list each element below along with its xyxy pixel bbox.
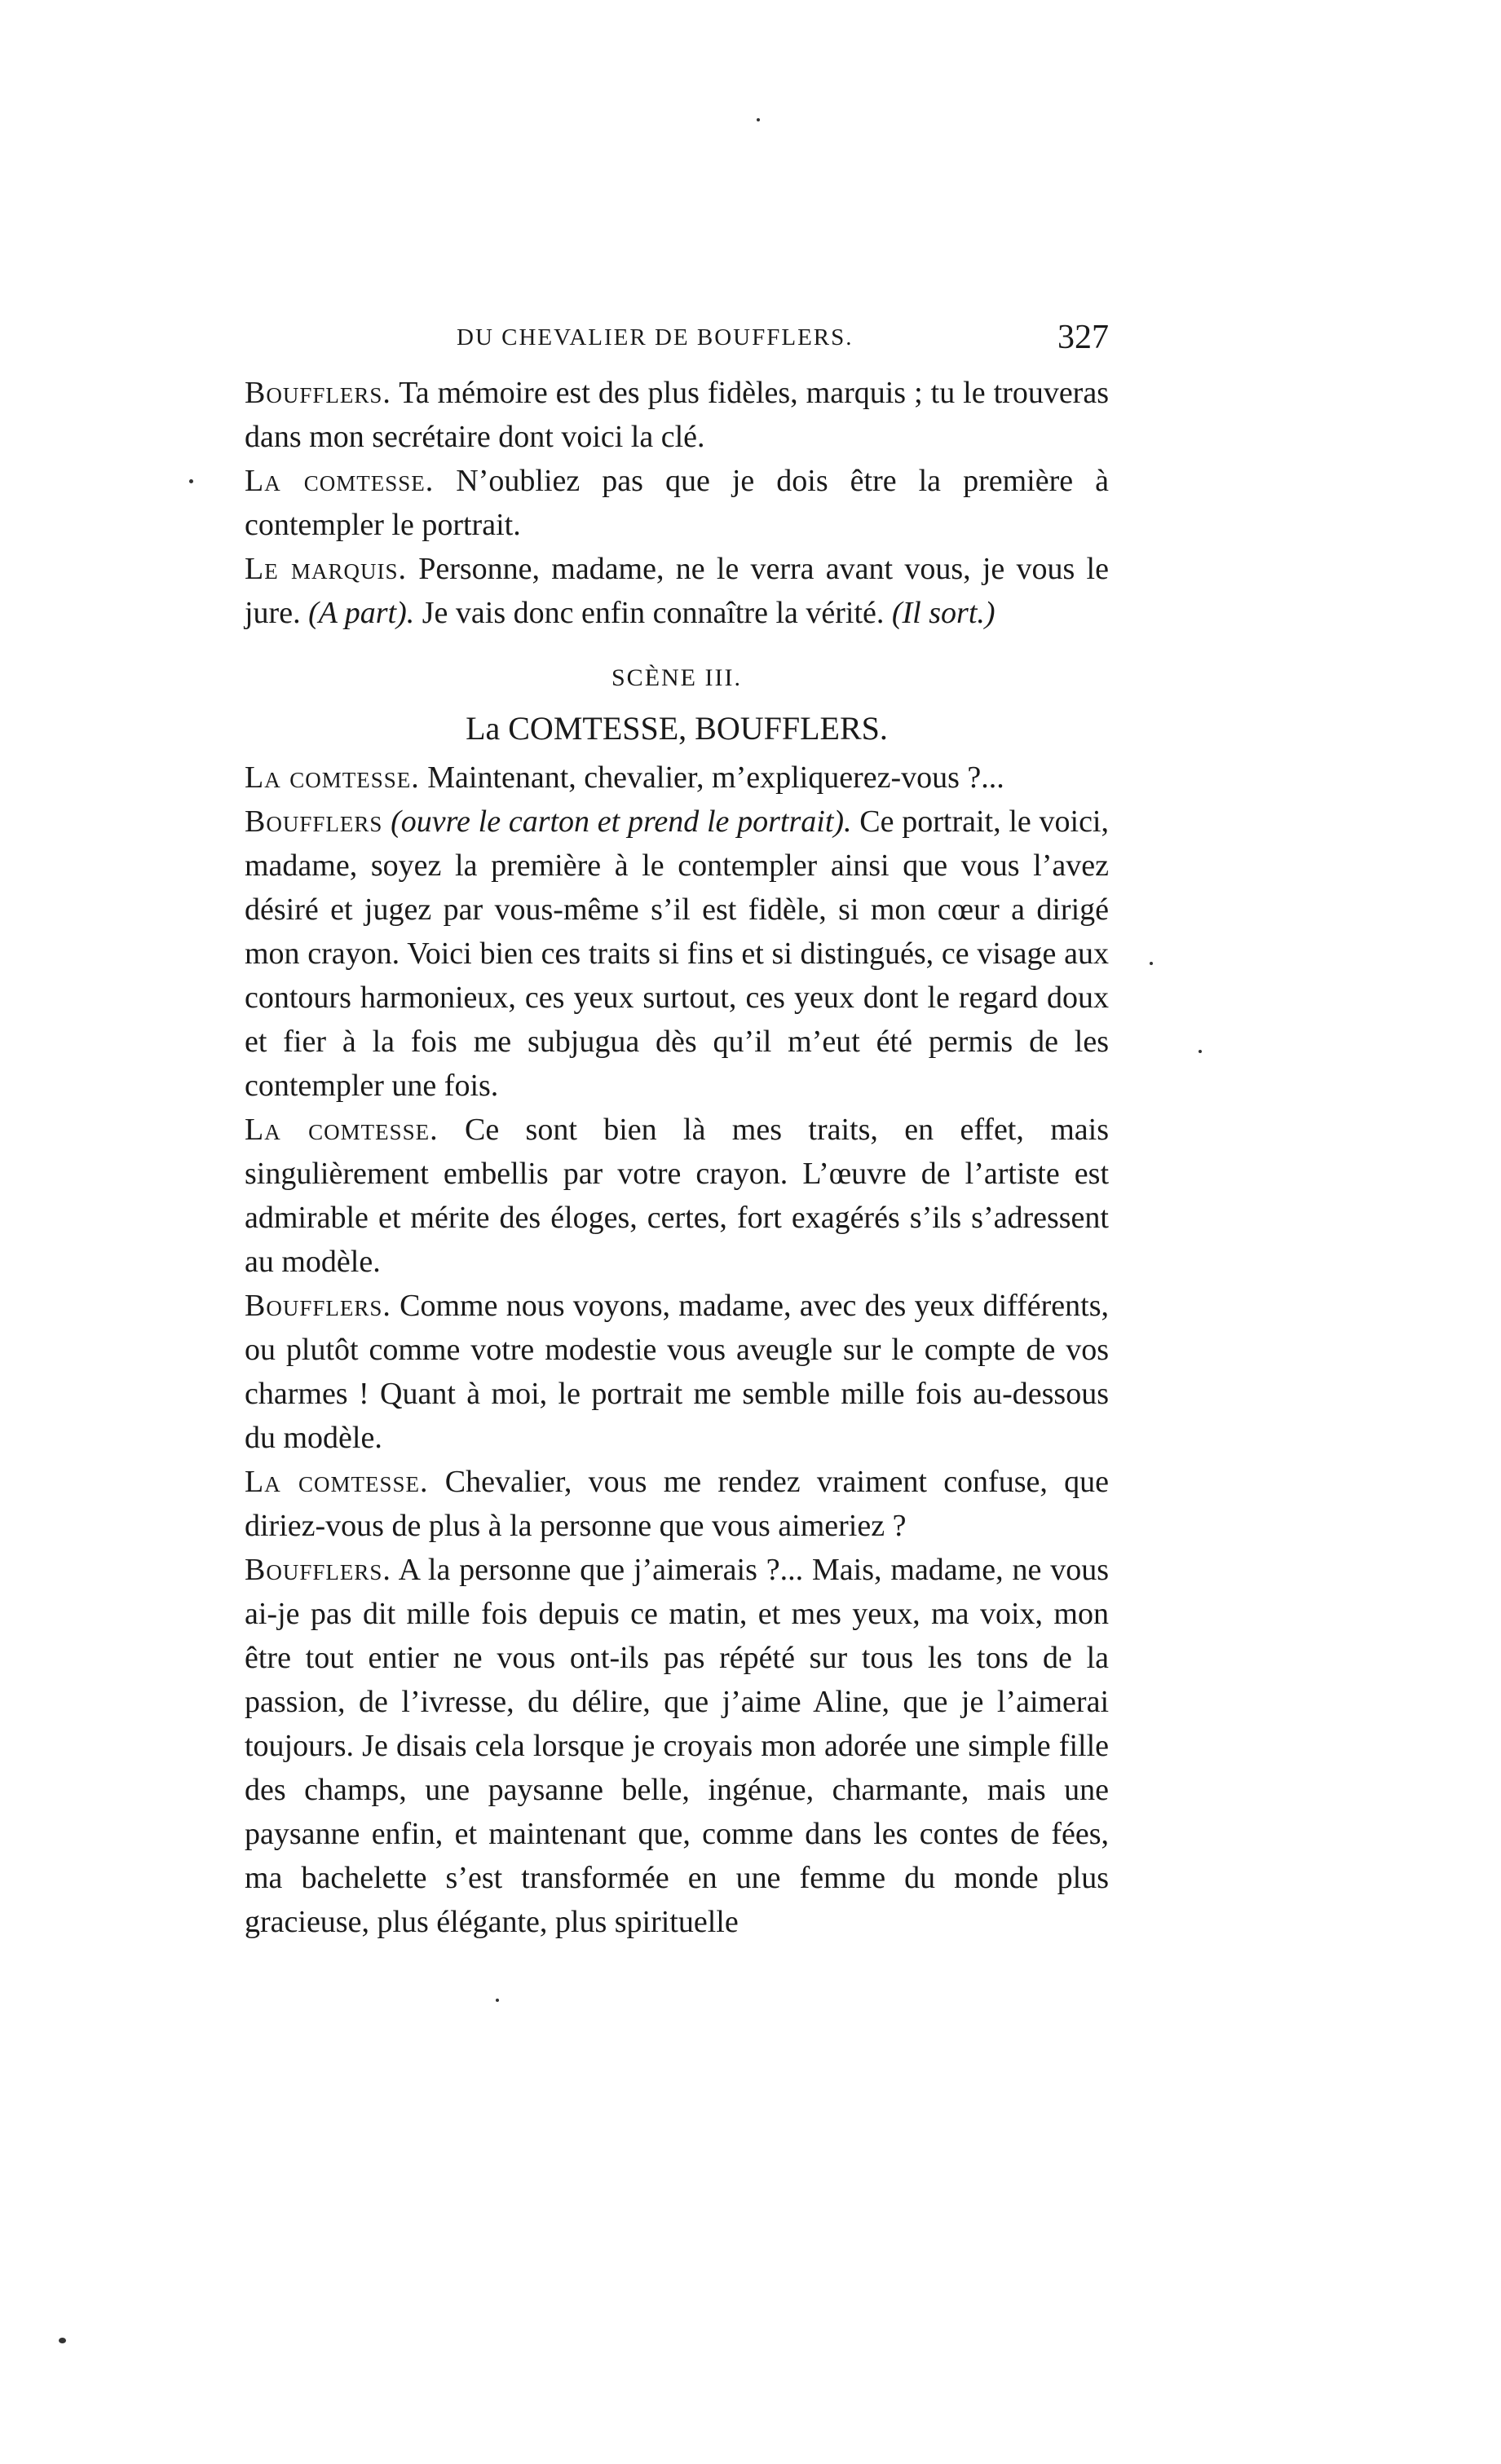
scan-speck [189, 479, 193, 483]
speech-text: Ta mémoire est des plus fidèles, marquis ; tu le trouveras dans mon secrétaire dont voici la clé. [245, 376, 1109, 454]
stage-direction: (ouvre le carton et prend le portrait). [382, 804, 852, 839]
paragraph [245, 1460, 1109, 1548]
speech-text: Maintenant, chevalier, m’expliquerez-vous ?... [419, 760, 1004, 795]
speaker-name: Boufflers [245, 804, 383, 839]
speech-text: Ce portrait, le voici, madame, soyez la première à le contempler ainsi que vous l’avez désiré et jugez par vous-même s’il est fidèle, si mon cœur a dirigé mon crayon. Voici bien ces traits si fins et si distingués, ce visage aux contours harmonieux, ces yeux surtout, ces yeux dont le regard doux et fier à la fois me subjugua dès qu’il m’eut été permis de les contempler une fois. [245, 804, 1109, 1103]
speech-text: Chevalier, vous me rendez vraiment confuse, que diriez-vous de plus à la personne que vous aimeriez ? [245, 1465, 1109, 1543]
speaker-name: La comtesse. [245, 1113, 439, 1147]
body-text [245, 371, 1109, 1944]
speech-text: Personne, madame, ne le verra avant vous, je vous le jure. [245, 552, 1109, 630]
scan-speck [1150, 962, 1153, 965]
speech-text: Comme nous voyons, madame, avec des yeux différents, ou plutôt comme votre modestie vous aveugle sur le compte de vos charmes ! Quant à moi, le portrait me semble mille fois au-dessous du modèle. [245, 1289, 1109, 1455]
paragraph [245, 459, 1109, 547]
speaker-name: La comtesse. [245, 464, 435, 498]
stage-direction: (Il sort.) [891, 596, 996, 630]
speech-text: N’oubliez pas que je dois être la première à contempler le portrait. [245, 464, 1109, 542]
page-header [245, 318, 1109, 367]
speaker-name: Boufflers. [245, 376, 391, 410]
scene-cast: La COMTESSE, BOUFFLERS. [466, 710, 888, 747]
paragraph [245, 1284, 1109, 1460]
speaker-name: Boufflers. [245, 1289, 391, 1323]
speech-text: Je vais donc enfin connaître la vérité. [414, 596, 892, 630]
speaker-name: Boufflers. [245, 1553, 391, 1587]
page-number: 327 [1057, 319, 1109, 356]
running-head: DU CHEVALIER DE BOUFFLERS. [457, 324, 854, 350]
scan-speck [757, 118, 760, 121]
scan-speck [59, 2338, 66, 2343]
paragraph [245, 756, 1109, 800]
paragraph [245, 371, 1109, 459]
scan-speck [1199, 1050, 1202, 1053]
speaker-name: Le marquis. [245, 552, 407, 586]
paragraph [245, 800, 1109, 1108]
paragraph [245, 1548, 1109, 1944]
scan-speck [496, 1999, 499, 2002]
speech-text: A la personne que j’aimerais ?... Mais, madame, ne vous ai-je pas dit mille fois depuis ce matin, et mes yeux, ma voix, mon être tout entier ne vous ont-ils pas répété sur tous les tons de la passion, de l’ivresse, du délire, que j’aime Aline, que je l’aimerai toujours. Je disais cela lorsque je croyais mon adorée une simple fille des champs, une paysanne belle, ingénue, charmante, mais une paysanne enfin, et maintenant que, comme dans les contes de fées, ma bachelette s’est transformée en une femme du monde plus gracieuse, plus élégante, plus spirituelle [245, 1553, 1109, 1939]
paragraph [245, 1108, 1109, 1284]
stage-direction: (A part). [308, 596, 415, 630]
scene-heading: SCÈNE III. [611, 664, 742, 691]
speech-text: Ce sont bien là mes traits, en effet, mais singulièrement embellis par votre crayon. L’œuvre de l’artiste est admirable et mérite des éloges, certes, fort exagérés s’ils s’adressent au modèle. [245, 1113, 1109, 1279]
speaker-name: La comtesse. [245, 1465, 429, 1499]
paragraph [245, 547, 1109, 635]
speaker-name: La comtesse. [245, 760, 420, 795]
